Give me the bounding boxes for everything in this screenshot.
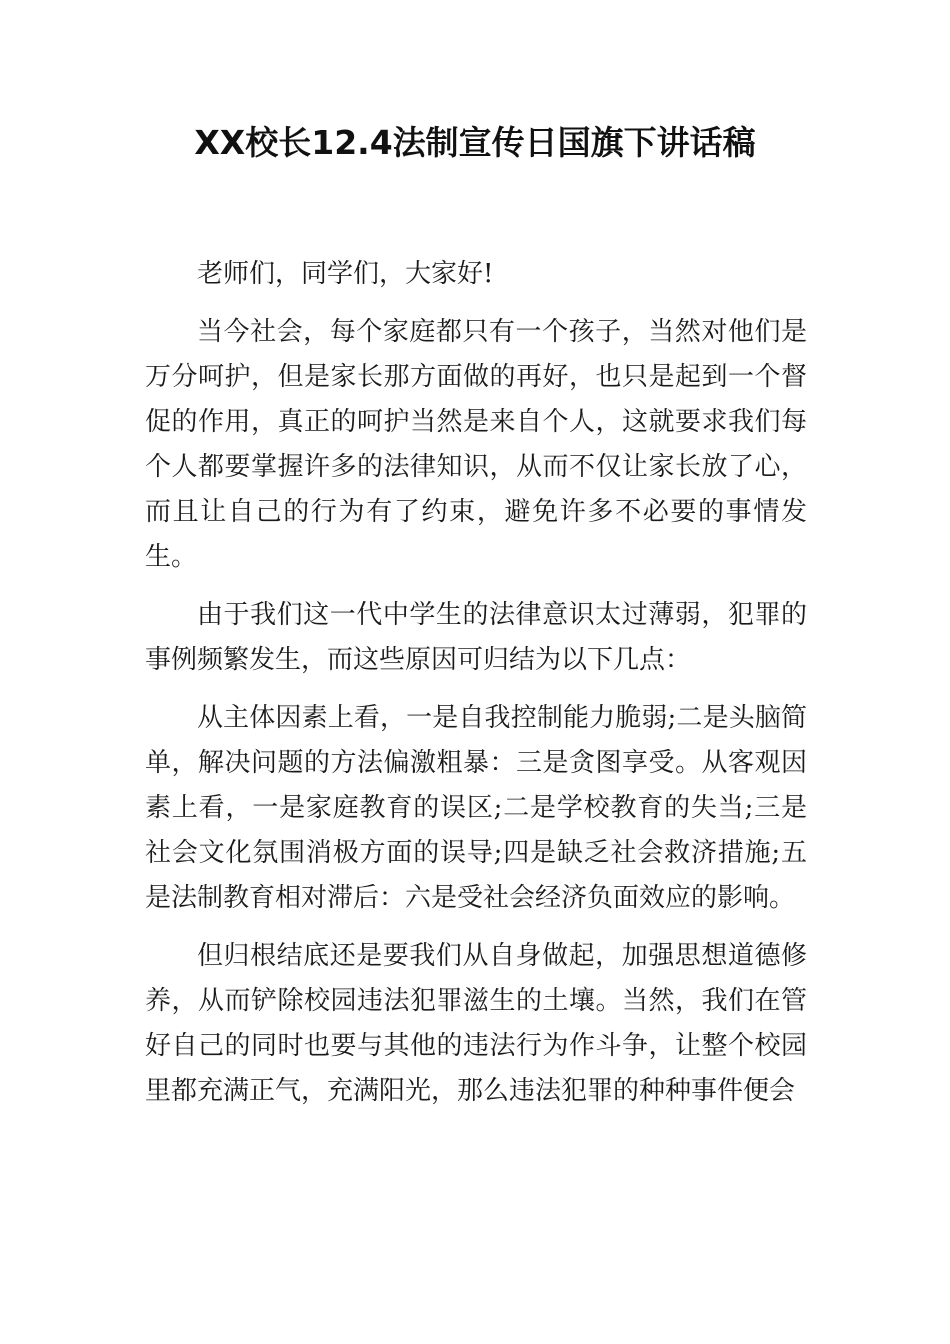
paragraph: 从主体因素上看，一是自我控制能力脆弱;二是头脑简单，解决问题的方法偏激粗暴：三是贪图享受。从客观因素上看，一是家庭教育的误区;二是学校教育的失当;三是社会文化氛围消极方面的误导;四是缺乏社会救济措施;五是法制教育相对滞后：六是受社会经济负面效应的影响。 [145, 703, 807, 913]
paragraph: 由于我们这一代中学生的法律意识太过薄弱，犯罪的事例频繁发生，而这些原因可归结为以下几点： [145, 600, 807, 675]
paragraph-greeting: 老师们，同学们，大家好! [197, 259, 494, 289]
document-title: XX校长12.4法制宣传日国旗下讲话稿 [194, 123, 756, 162]
paragraph: 但归根结底还是要我们从自身做起，加强思想道德修养，从而铲除校园违法犯罪滋生的土壤。当然，我们在管好自己的同时也要与其他的违法行为作斗争，让整个校园里都充满正气，充满阳光，那么违法犯罪的种种事件便会 [145, 941, 807, 1106]
paragraph: 当今社会，每个家庭都只有一个孩子，当然对他们是万分呵护，但是家长那方面做的再好，也只是起到一个督促的作用，真正的呵护当然是来自个人，这就要求我们每个人都要掌握许多的法律知识，从而不仅让家长放了心，而且让自己的行为有了约束，避免许多不必要的事情发生。 [145, 317, 807, 572]
document-body [145, 252, 807, 1127]
